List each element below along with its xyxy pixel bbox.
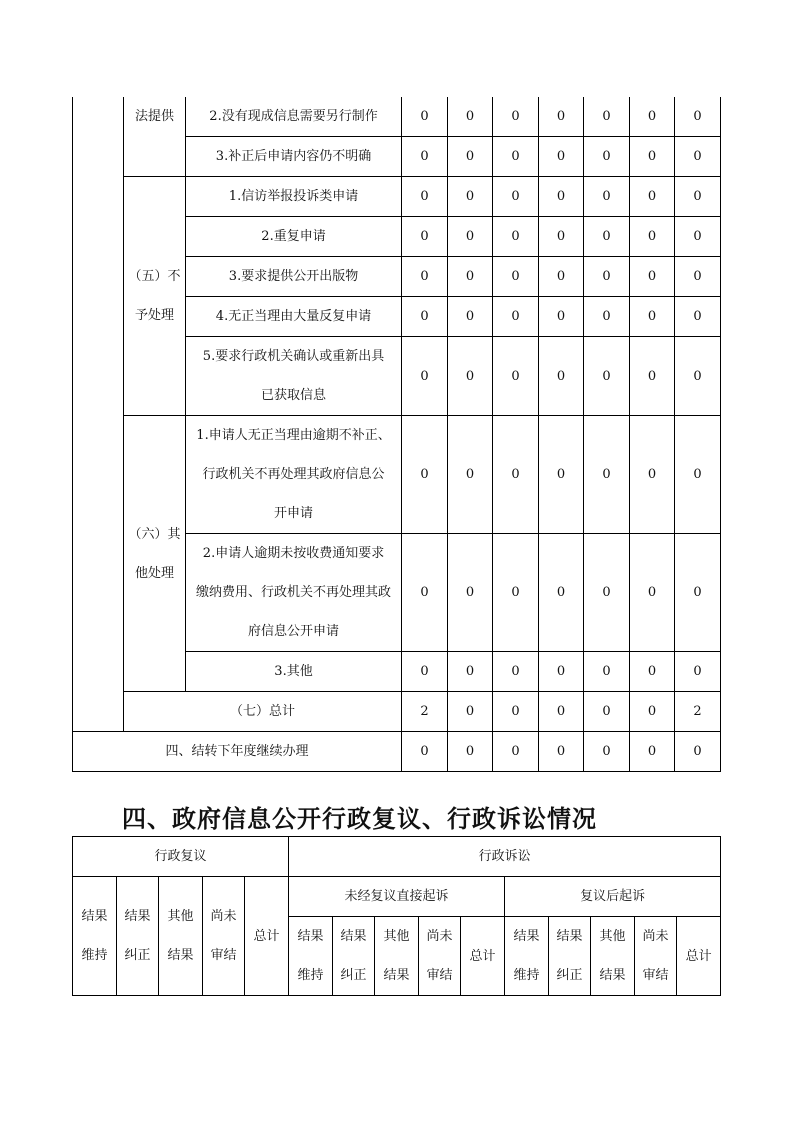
lawsuit-col-header — [549, 917, 591, 996]
value-cell: 0 — [402, 337, 448, 416]
review-col-header — [159, 877, 203, 996]
value-cell: 0 — [402, 177, 448, 217]
value-cell: 0 — [448, 137, 493, 177]
value-cell: 0 — [448, 416, 493, 534]
value-cell: 0 — [493, 337, 539, 416]
value-cell: 0 — [448, 97, 493, 137]
row-label — [186, 416, 402, 534]
value-cell: 0 — [493, 692, 539, 732]
category-cell: 法提供 — [124, 97, 186, 177]
carry-label: 四、结转下年度继续办理 — [73, 732, 402, 772]
label-line: 纠正 — [556, 968, 583, 983]
table-row — [73, 416, 721, 534]
value-cell: 0 — [448, 297, 493, 337]
review-col-header — [73, 877, 117, 996]
lawsuit-col-header — [289, 917, 333, 996]
table-row — [73, 97, 721, 137]
value-cell: 0 — [539, 692, 584, 732]
row-label: 2.没有现成信息需要另行制作 — [186, 97, 402, 137]
value-cell: 0 — [402, 97, 448, 137]
label-line: 3.其他 — [274, 664, 313, 679]
value-cell: 0 — [402, 652, 448, 692]
value-cell: 0 — [630, 137, 675, 177]
value-cell: 0 — [493, 416, 539, 534]
value-cell: 2 — [402, 692, 448, 732]
value-cell: 0 — [630, 652, 675, 692]
value-cell: 0 — [402, 217, 448, 257]
value-cell: 0 — [539, 297, 584, 337]
value-cell: 0 — [675, 416, 721, 534]
label-line: 结果 — [599, 968, 626, 983]
value-cell: 0 — [539, 534, 584, 652]
label-line: 其他 — [599, 929, 626, 944]
value-cell: 0 — [630, 416, 675, 534]
label-line: 总计 — [685, 948, 712, 964]
value-cell: 0 — [675, 137, 721, 177]
value-cell: 0 — [584, 137, 630, 177]
value-cell: 0 — [630, 732, 675, 772]
label-line: 府信息公开申请 — [247, 624, 339, 639]
label-line: 结果 — [124, 909, 151, 924]
value-cell: 0 — [539, 337, 584, 416]
row-label — [186, 534, 402, 652]
value-cell: 0 — [539, 137, 584, 177]
value-cell: 0 — [539, 257, 584, 297]
value-cell: 0 — [448, 337, 493, 416]
lawsuit-col-header — [635, 917, 677, 996]
value-cell: 0 — [539, 416, 584, 534]
value-cell: 0 — [539, 652, 584, 692]
value-cell: 0 — [402, 416, 448, 534]
review-col-header — [117, 877, 159, 996]
category-cell — [124, 177, 186, 416]
value-cell: 0 — [584, 217, 630, 257]
label-line: 总计 — [253, 928, 280, 944]
lawsuit-col-header — [333, 917, 375, 996]
value-cell: 0 — [448, 257, 493, 297]
label-line: 尚未 — [426, 929, 453, 944]
label-line: 3.要求提供公开出版物 — [228, 269, 359, 284]
review-lawsuit-table — [72, 836, 721, 996]
label-line: 结果 — [167, 948, 194, 963]
label-line: 2.申请人逾期未按收费通知要求 — [202, 546, 385, 561]
value-cell: 0 — [493, 534, 539, 652]
value-cell: 0 — [448, 692, 493, 732]
value-cell: 0 — [448, 652, 493, 692]
label-line: 维持 — [513, 968, 540, 983]
value-cell: 0 — [493, 652, 539, 692]
category-label-line: 予处理 — [134, 308, 174, 323]
value-cell: 0 — [539, 97, 584, 137]
carry-row — [73, 732, 721, 772]
value-cell: 0 — [630, 177, 675, 217]
value-cell: 0 — [402, 137, 448, 177]
label-line: 开申请 — [273, 506, 313, 521]
value-cell: 0 — [675, 177, 721, 217]
label-line: 结果 — [81, 909, 108, 924]
value-cell: 0 — [402, 297, 448, 337]
category-label-line: 他处理 — [134, 565, 174, 581]
label-line: 缴纳费用、行政机关不再处理其政 — [195, 585, 391, 600]
application-handling-table — [72, 97, 721, 772]
value-cell: 0 — [584, 257, 630, 297]
outer-category-cell — [73, 97, 124, 732]
value-cell: 0 — [584, 652, 630, 692]
label-line: 纠正 — [124, 948, 151, 963]
row-label — [186, 652, 402, 692]
direct-lawsuit-header: 未经复议直接起诉 — [289, 877, 505, 917]
value-cell: 0 — [630, 297, 675, 337]
value-cell: 0 — [584, 534, 630, 652]
after-review-lawsuit-header: 复议后起诉 — [505, 877, 721, 917]
value-cell: 0 — [584, 297, 630, 337]
label-line: 5.要求行政机关确认或重新出具 — [202, 349, 385, 364]
category-label-line: （六）其 — [128, 526, 181, 542]
total-label: （七）总计 — [124, 692, 402, 732]
review-col-header — [245, 877, 289, 996]
value-cell: 0 — [584, 416, 630, 534]
value-cell: 0 — [539, 732, 584, 772]
value-cell: 0 — [630, 534, 675, 652]
label-line: 4.无正当理由大量反复申请 — [215, 309, 372, 324]
lawsuit-col-header — [375, 917, 419, 996]
value-cell: 0 — [584, 732, 630, 772]
label-line: 尚未 — [210, 909, 237, 924]
value-cell: 0 — [630, 97, 675, 137]
row-label — [186, 177, 402, 217]
value-cell: 0 — [584, 692, 630, 732]
label-line: 审结 — [642, 968, 669, 983]
value-cell: 0 — [675, 732, 721, 772]
label-line: 已获取信息 — [260, 388, 326, 403]
label-line: 其他 — [383, 929, 410, 944]
row-label — [186, 337, 402, 416]
value-cell: 0 — [675, 97, 721, 137]
review-col-header — [203, 877, 245, 996]
value-cell: 0 — [630, 257, 675, 297]
value-cell: 0 — [675, 337, 721, 416]
value-cell: 0 — [493, 137, 539, 177]
label-line: 结果 — [383, 968, 410, 983]
value-cell: 0 — [630, 337, 675, 416]
label-line: 结果 — [297, 929, 324, 944]
value-cell: 0 — [675, 297, 721, 337]
label-line: 1.申请人无正当理由逾期不补正、 — [196, 428, 391, 443]
value-cell: 0 — [539, 177, 584, 217]
row-label — [186, 297, 402, 337]
lawsuit-col-header — [505, 917, 549, 996]
value-cell: 0 — [402, 732, 448, 772]
value-cell: 0 — [630, 217, 675, 257]
label-line: 维持 — [81, 948, 108, 963]
row-label: 3.补正后申请内容仍不明确 — [186, 137, 402, 177]
lawsuit-col-header — [461, 917, 505, 996]
value-cell: 0 — [539, 217, 584, 257]
section-title: 四、政府信息公开行政复议、行政诉讼情况 — [122, 804, 597, 833]
row-label — [186, 257, 402, 297]
label-line: 总计 — [469, 948, 496, 964]
value-cell: 0 — [448, 217, 493, 257]
label-line: 审结 — [426, 968, 453, 983]
review-header: 行政复议 — [73, 837, 289, 877]
label-line: 其他 — [167, 909, 194, 924]
value-cell: 0 — [675, 217, 721, 257]
label-line: 尚未 — [642, 929, 669, 944]
label-line: 1.信访举报投诉类申请 — [228, 189, 359, 204]
value-cell: 0 — [402, 257, 448, 297]
table-row — [73, 177, 721, 217]
value-cell: 0 — [493, 97, 539, 137]
label-line: 纠正 — [340, 968, 367, 983]
label-line: 审结 — [210, 948, 237, 963]
category-cell — [124, 416, 186, 692]
total-row — [73, 692, 721, 732]
lawsuit-col-header — [419, 917, 461, 996]
value-cell: 0 — [584, 177, 630, 217]
label-line: 结果 — [340, 929, 367, 944]
value-cell: 0 — [448, 177, 493, 217]
row-label — [186, 217, 402, 257]
value-cell: 0 — [402, 534, 448, 652]
value-cell: 0 — [493, 297, 539, 337]
value-cell: 0 — [675, 652, 721, 692]
value-cell: 0 — [675, 257, 721, 297]
value-cell: 2 — [675, 692, 721, 732]
category-label-line: （五）不 — [128, 269, 181, 284]
value-cell: 0 — [448, 732, 493, 772]
lawsuit-header: 行政诉讼 — [289, 837, 721, 877]
lawsuit-col-header — [591, 917, 635, 996]
value-cell: 0 — [493, 257, 539, 297]
value-cell: 0 — [493, 217, 539, 257]
lawsuit-col-header — [677, 917, 721, 996]
value-cell: 0 — [584, 97, 630, 137]
value-cell: 0 — [675, 534, 721, 652]
value-cell: 0 — [584, 337, 630, 416]
value-cell: 0 — [630, 692, 675, 732]
value-cell: 0 — [493, 177, 539, 217]
label-line: 结果 — [513, 929, 540, 944]
label-line: 维持 — [297, 968, 324, 983]
label-line: 结果 — [556, 929, 583, 944]
value-cell: 0 — [448, 534, 493, 652]
value-cell: 0 — [493, 732, 539, 772]
label-line: 行政机关不再处理其政府信息公 — [202, 467, 385, 482]
label-line: 2.重复申请 — [261, 229, 326, 244]
